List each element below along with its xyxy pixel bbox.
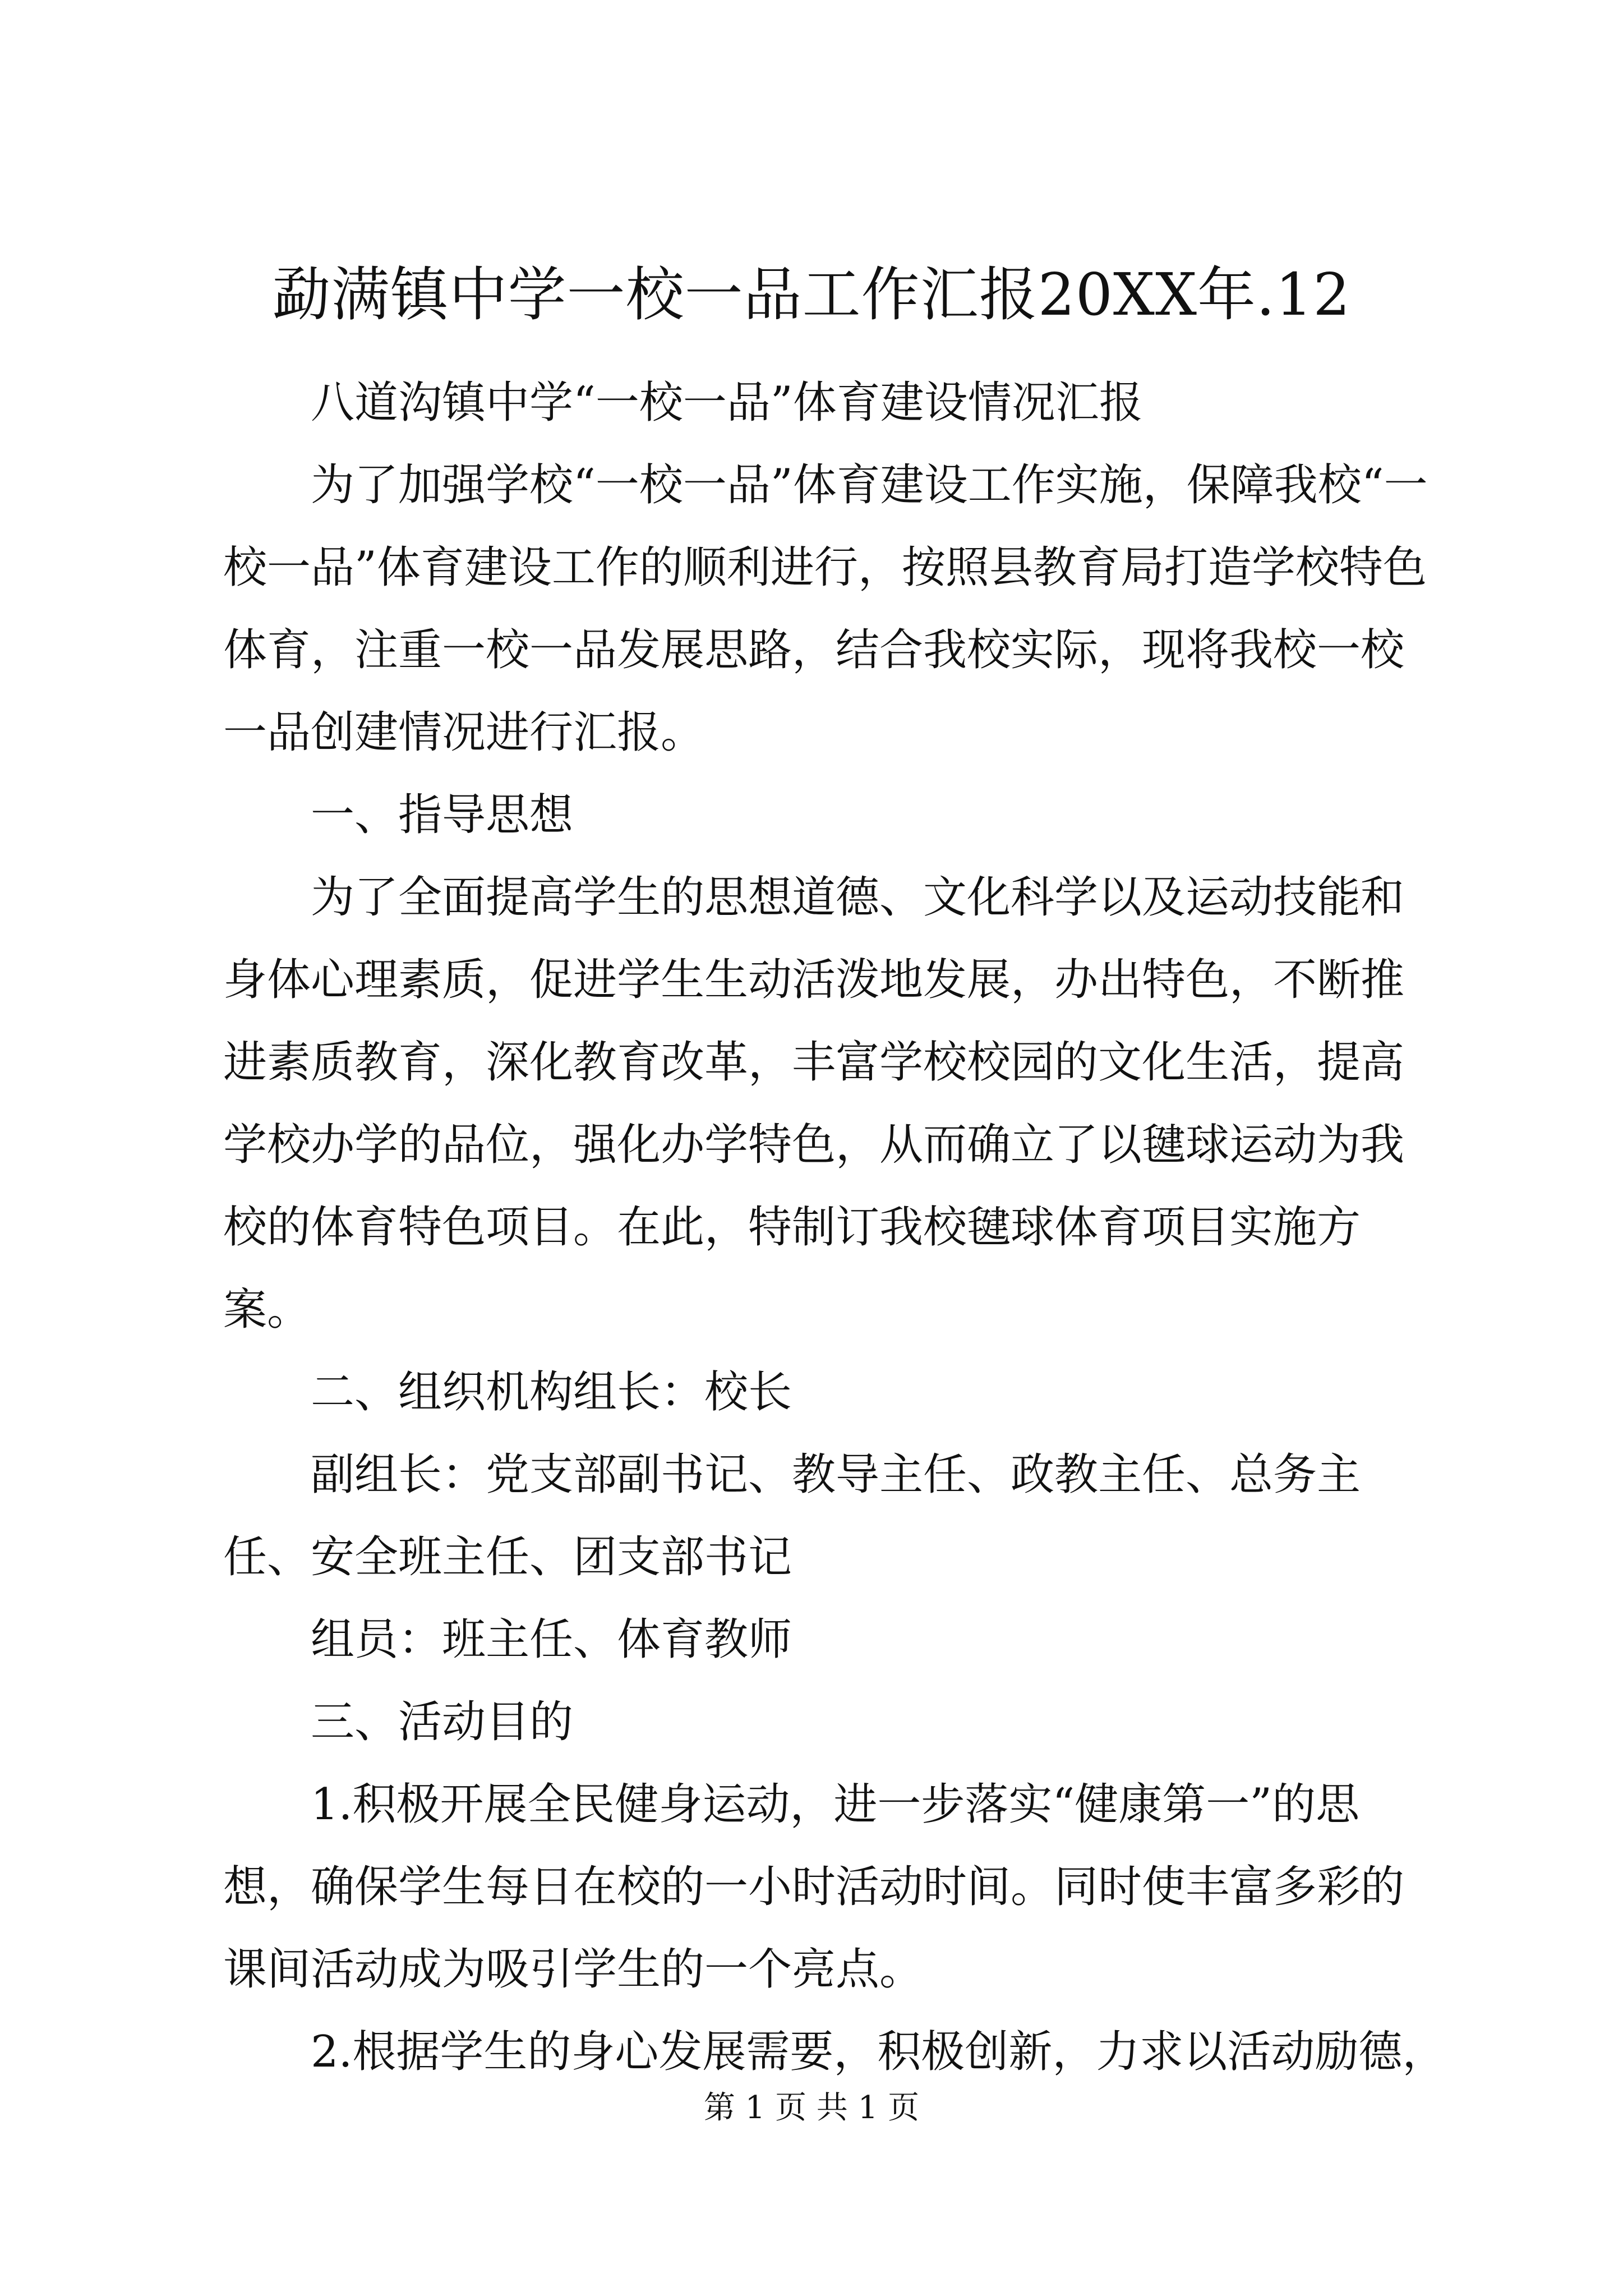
subtitle-paragraph: 八道沟镇中学“一校一品”体育建设情况汇报 bbox=[311, 378, 1143, 428]
purpose-item-2: 2.根据学生的身心发展需要，积极创新，力求以活动励德， bbox=[311, 2027, 1446, 2077]
purpose-item-1: 1.积极开展全民健身运动，进一步落实“健康第一”的思想，确保学生每日在校的一小时活动时间。同时使丰富多彩的课间活动成为吸引学生的一个亮点。 bbox=[223, 1779, 1405, 1995]
intro-paragraph: 为了加强学校“一校一品”体育建设工作实施，保障我校“一校一品”体育建设工作的顺利进行，按照县教育局打造学校特色体育，注重一校一品发展思路，结合我校实际，现将我校一校一品创建情况进行汇报。 bbox=[223, 460, 1428, 758]
guiding-ideology-paragraph: 为了全面提高学生的思想道德、文化科学以及运动技能和身体心理素质，促进学生生动活泼地发展，办出特色，不断推进素质教育，深化教育改革，丰富学校校园的文化生活，提高学校办学的品位，强化办学特色，从而确立了以毽球运动为我校的体育特色项目。在此，特制订我校毽球体育项目实施方案。 bbox=[223, 872, 1405, 1335]
document-body bbox=[223, 362, 1446, 2093]
section-heading-organization: 二、组织机构组长：校长 bbox=[311, 1367, 792, 1418]
section-heading-guiding-ideology: 一、指导思想 bbox=[311, 790, 574, 840]
page-number-footer: 第 1 页 共 1 页 bbox=[703, 2090, 920, 2126]
section-heading-activity-purpose: 三、活动目的 bbox=[311, 1697, 574, 1747]
members-paragraph: 组员：班主任、体育教师 bbox=[311, 1614, 792, 1665]
document-title: 勐满镇中学一校一品工作汇报20XX年.12 bbox=[272, 260, 1351, 329]
deputy-leaders-paragraph: 副组长：党支部副书记、教导主任、政教主任、总务主任、安全班主任、团支部书记 bbox=[223, 1450, 1361, 1582]
